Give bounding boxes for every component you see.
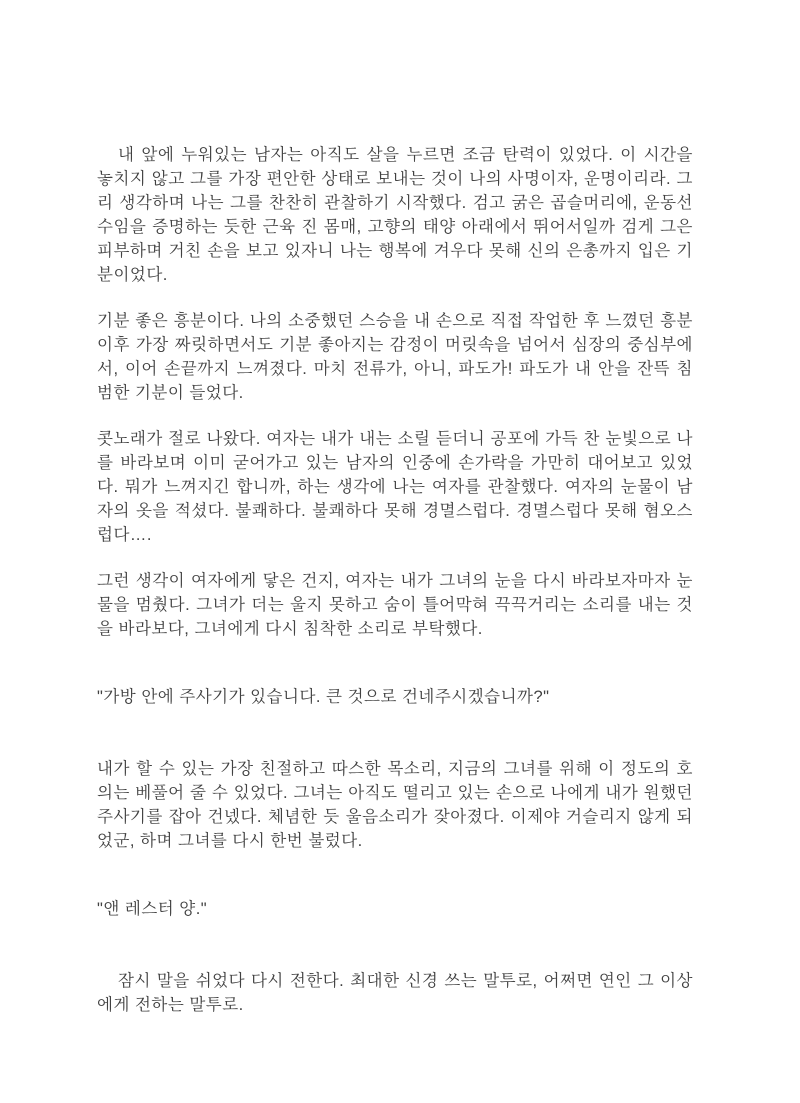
- dialogue-line-1: "가방 안에 주사기가 있습니다. 큰 것으로 건네주시겠습니까?": [97, 688, 550, 706]
- paragraph-1: 내 앞에 누워있는 남자는 아직도 살을 누르면 조금 탄력이 있었다. 이 시간을 놓치지 않고 그를 가장 편안한 상태로 보내는 것이 나의 사명이자, 운명이리라. 그리 생각하며 나는 그를 찬찬히 관찰하기 시작했다. 검고 굵은 곱슬머리에, 운동선수임을 증명하는 듯한 근육 진 몸매, 고향의 태양 아래에서 뛰어서일까 검게 그은 피부하며 거친 손을 보고 있자니 나는 행복에 겨우다 못해 신의 은총까지 입은 기분이었다.: [97, 146, 693, 284]
- paragraph-4: 그런 생각이 여자에게 닿은 건지, 여자는 내가 그녀의 눈을 다시 바라보자마자 눈물을 멈췄다. 그녀가 더는 울지 못하고 숨이 틀어막혀 끅끅거리는 소리를 내는 것을 바라보다, 그녀에게 다시 침착한 소리로 부탁했다.: [97, 572, 693, 638]
- paragraph-6: 잠시 말을 쉬었다 다시 전한다. 최대한 신경 쓰는 말투로, 어쩌면 연인 그 이상에게 전하는 말투로.: [97, 972, 693, 1014]
- paragraph-5: 내가 할 수 있는 가장 친절하고 따스한 목소리, 지금의 그녀를 위해 이 정도의 호의는 베풀어 줄 수 있었다. 그녀는 아직도 떨리고 있는 손으로 나에게 내가 원했던 주사기를 잡아 건넸다. 체념한 듯 울음소리가 잦아졌다. 이제야 거슬리지 않게 되었군, 하며 그녀를 다시 한번 불렀다.: [97, 760, 693, 850]
- paragraph-3: 콧노래가 절로 나왔다. 여자는 내가 내는 소릴 듣더니 공포에 가득 찬 눈빛으로 나를 바라보며 이미 굳어가고 있는 남자의 인중에 손가락을 가만히 대어보고 있었다. 뭐가 느껴지긴 합니까, 하는 생각에 나는 여자를 관찰했다. 여자의 눈물이 남자의 옷을 적셨다. 불쾌하다. 불쾌하다 못해 경멸스럽다. 경멸스럽다 못해 혐오스럽다….: [97, 430, 693, 544]
- dialogue-line-2: "앤 레스터 양.": [97, 900, 208, 918]
- paragraph-2: 기분 좋은 흥분이다. 나의 소중했던 스승을 내 손으로 직접 작업한 후 느꼈던 흥분 이후 가장 짜릿하면서도 기분 좋아지는 감정이 머릿속을 넘어서 심장의 중심부에서, 이어 손끝까지 느껴졌다. 마치 전류가, 아니, 파도가! 파도가 내 안을 잔뜩 침범한 기분이 들었다.: [97, 312, 693, 402]
